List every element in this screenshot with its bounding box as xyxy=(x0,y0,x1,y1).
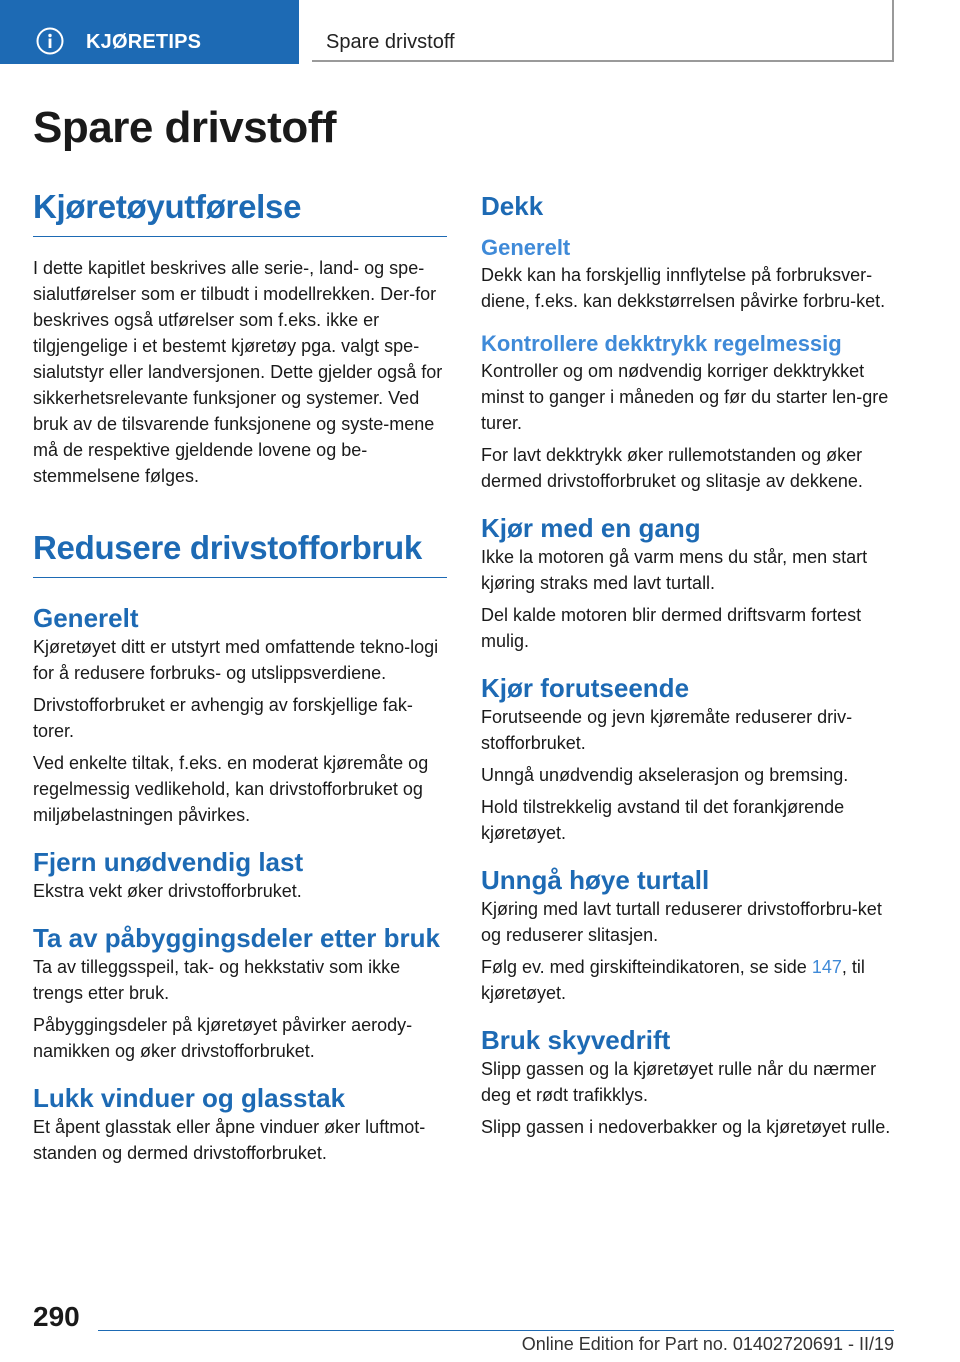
paragraph: For lavt dekktrykk øker rullemotstanden og øker dermed drivstofforbruket og slitasje av dekkene. xyxy=(481,445,863,491)
paragraph xyxy=(481,954,897,1006)
footer-rule xyxy=(98,1330,894,1331)
paragraph: Ta av tilleggsspeil, tak- og hekkstativ som ikke trengs etter bruk. xyxy=(33,957,401,1003)
paragraph: Kontroller og om nødvendig korriger dekktrykket minst to ganger i måneden og før du starter len-gre turer. xyxy=(481,361,889,433)
text: , til kjøretøyet. xyxy=(481,957,865,1003)
subheading-dekk: Dekk xyxy=(481,191,544,221)
page-link-147[interactable]: 147 xyxy=(811,957,842,977)
section-heading-kjoretoyutforelse: Kjøretøyutførelse xyxy=(33,188,447,237)
subheading-gang: Kjør med en gang xyxy=(481,513,701,543)
subsubheading-dekktrykk: Kontrollere dekktrykk regelmessig xyxy=(481,331,842,356)
paragraph: Kjøretøyet ditt er utstyrt med omfattende tekno-logi for å redusere forbruks- og utslippsverdiene. xyxy=(33,637,439,683)
chapter-tab xyxy=(0,0,299,64)
topic-box xyxy=(312,0,894,62)
paragraph: Ekstra vekt øker drivstofforbruket. xyxy=(33,881,302,901)
subsubheading-generelt: Generelt xyxy=(481,235,571,260)
paragraph: Slipp gassen og la kjøretøyet rulle når du nærmer deg et rødt trafikklys. xyxy=(481,1059,877,1105)
paragraph: Drivstofforbruket er avhengig av forskjellige fak-torer. xyxy=(33,695,413,741)
subheading-last: Fjern unødvendig last xyxy=(33,847,304,877)
subheading-skyvedrift: Bruk skyvedrift xyxy=(481,1025,671,1055)
paragraph: I dette kapitlet beskrives alle serie-, land- og spe-sialutførelser som er tilbudt i modellrekken. Der-for beskrives også utførelser som f.eks. ikke er tilgjengelige i et bestemt kjøretøy pga. valgt spe-sialutstyr eller landversjonen. Dette gjelder også for sikkerhetsrelevante funksjoner og systemer. Ved bruk av de tilsvarende funksjonene og syste-mene må de respektive gjeldende lovene og be-stemmelsene følges. xyxy=(33,258,443,486)
subheading-vinduer: Lukk vinduer og glasstak xyxy=(33,1083,346,1113)
left-column xyxy=(33,188,447,1166)
text: Følg ev. med girskifteindikatoren, se side xyxy=(481,957,812,977)
paragraph: Ikke la motoren gå varm mens du står, men start kjøring straks med lavt turtall. xyxy=(481,547,868,593)
topic-label: Spare drivstoff xyxy=(326,31,455,53)
subheading-paabygg: Ta av påbyggingsdeler etter bruk xyxy=(33,923,440,953)
subheading-forutseende: Kjør forutseende xyxy=(481,673,690,703)
paragraph: Kjøring med lavt turtall reduserer drivstofforbru-ket og reduserer slitasjen. xyxy=(481,899,882,945)
page-number: 290 xyxy=(33,1301,80,1332)
chapter-label: KJØRETIPS xyxy=(86,31,202,53)
subheading-generelt: Generelt xyxy=(33,603,139,633)
paragraph: Forutseende og jevn kjøremåte reduserer driv-stofforbruket. xyxy=(481,707,853,753)
paragraph: Et åpent glasstak eller åpne vinduer øker luftmot-standen og dermed drivstofforbruket. xyxy=(33,1117,426,1163)
footer-edition: Online Edition for Part no. 01402720691 - II/19 xyxy=(521,1334,894,1354)
paragraph: Dekk kan ha forskjellig innflytelse på forbruksver-diene, f.eks. kan dekkstørrelsen påvirke forbru-ket. xyxy=(481,265,886,311)
paragraph: Hold tilstrekkelig avstand til det forankjørende kjøretøyet. xyxy=(481,797,845,843)
page-title: Spare drivstoff xyxy=(33,103,337,152)
paragraph: Slipp gassen i nedoverbakker og la kjøretøyet rulle. xyxy=(481,1117,891,1137)
paragraph: Ved enkelte tiltak, f.eks. en moderat kjøremåte og regelmessig vedlikehold, kan drivstofforbruket og miljøbelastningen påvirkes. xyxy=(33,753,429,825)
section-heading-redusere: Redusere drivstofforbruk xyxy=(33,529,447,578)
paragraph: Påbyggingsdeler på kjøretøyet påvirker aerody-namikken og øker drivstofforbruket. xyxy=(33,1015,413,1061)
paragraph: Del kalde motoren blir dermed driftsvarm fortest mulig. xyxy=(481,605,862,651)
right-column xyxy=(481,190,897,1140)
subheading-turtall: Unngå høye turtall xyxy=(481,865,710,895)
paragraph: Unngå unødvendig akselerasjon og bremsing. xyxy=(481,765,849,785)
info-icon xyxy=(36,27,64,55)
